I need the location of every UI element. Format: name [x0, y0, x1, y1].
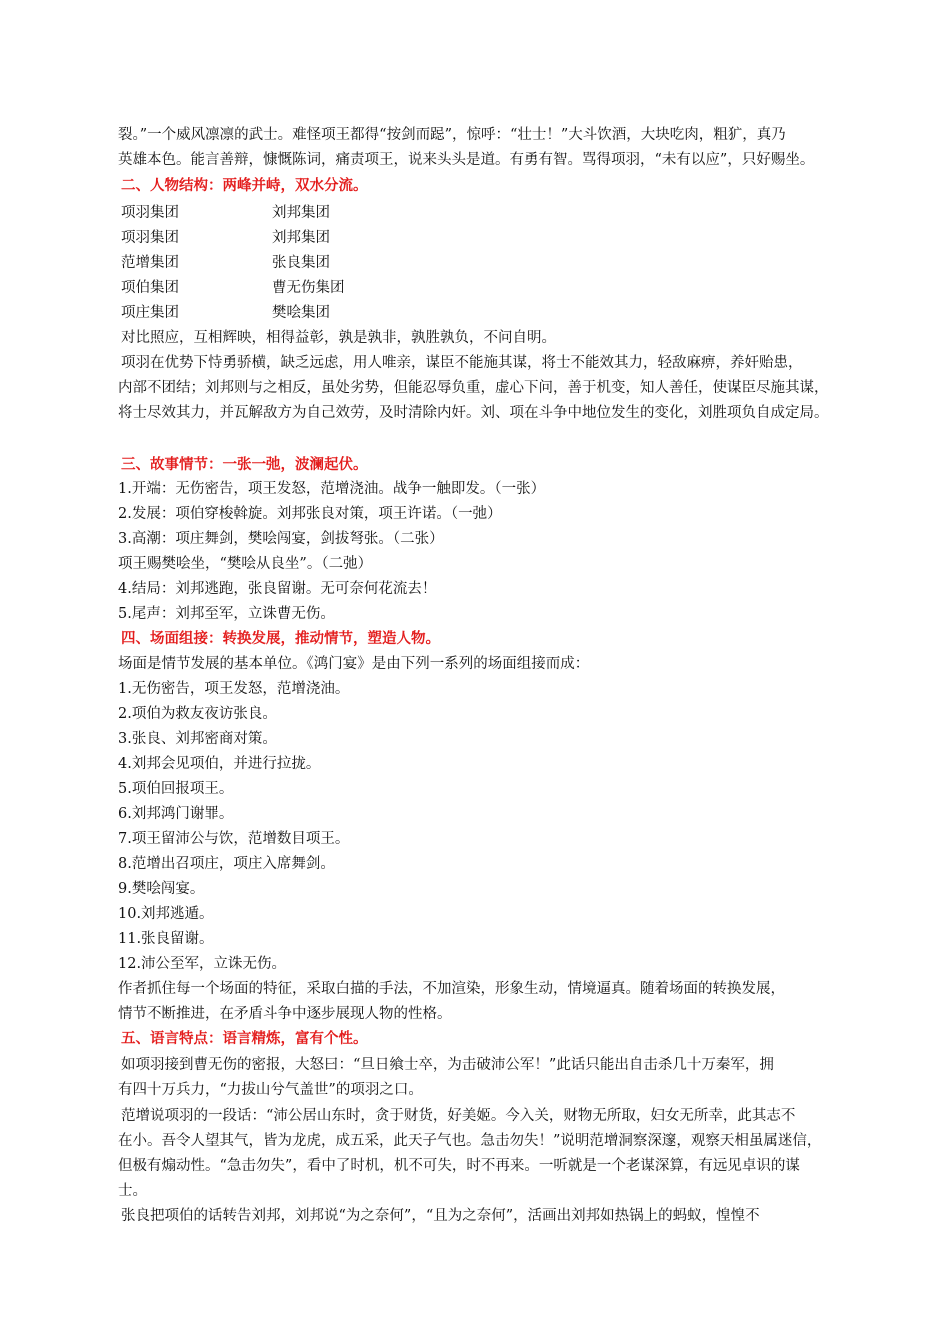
plot-item: 2.发展：项伯穿梭斡旋。刘邦张良对策，项王许诺。（一弛） [118, 506, 502, 522]
scene-item: 4.刘邦会见项伯，并进行拉拢。 [118, 756, 321, 772]
scene-item: 9.樊哙闯宴。 [118, 881, 205, 897]
paragraph-line: 情节不断推进，在矛盾斗争中逐步展现人物的性格。 [118, 1006, 452, 1022]
plot-item: 项王赐樊哙坐，“樊哙从良坐”。（二弛） [118, 556, 373, 572]
plot-item: 5.尾声：刘邦至军，立诛曹无伤。 [118, 606, 335, 622]
group-right: 刘邦集团 [272, 230, 330, 246]
group-left: 项羽集团 [121, 230, 179, 246]
section-heading-language: 五、语言特点：语言精炼，富有个性。 [121, 1030, 368, 1047]
scene-item: 11.张良留谢。 [118, 931, 214, 947]
section-heading-plot: 三、故事情节：一张一弛，波澜起伏。 [121, 456, 368, 473]
paragraph-line: 但极有煽动性。“急击勿失”，看中了时机，机不可失，时不再来。一听就是一个老谋深算，有远见卓识的谋 [118, 1158, 800, 1174]
scenes-intro: 场面是情节发展的基本单位。《鸿门宴》是由下列一系列的场面组接而成： [118, 656, 590, 672]
section-heading-scenes: 四、场面组接：转换发展，推动情节，塑造人物。 [121, 630, 440, 647]
plot-item: 3.高潮：项庄舞剑，樊哙闯宴，剑拔弩张。（二张） [118, 531, 444, 547]
scene-item: 5.项伯回报项王。 [118, 781, 234, 797]
paragraph-line: 士。 [118, 1183, 147, 1199]
paragraph-line: 作者抓住每一个场面的特征，采取白描的手法，不加渲染，形象生动，情境逼真。随着场面的转换发展， [118, 981, 785, 997]
paragraph-line: 在小。吾令人望其气，皆为龙虎，成五采，此天子气也。急击勿失！”说明范增洞察深邃，观察天相虽属迷信， [118, 1133, 822, 1149]
section-heading-characters: 二、人物结构：两峰并峙，双水分流。 [121, 177, 368, 194]
scene-item: 2.项伯为救友夜访张良。 [118, 706, 277, 722]
plot-item: 4.结局：刘邦逃跑，张良留谢。无可奈何花流去！ [118, 581, 437, 597]
intro-line: 英雄本色。能言善辩，慷慨陈词，痛责项王，说来头头是道。有勇有智。骂得项羽，“未有以应”，只好赐坐。 [118, 152, 815, 168]
paragraph-line: 张良把项伯的话转告刘邦，刘邦说“为之奈何”，“且为之奈何”，活画出刘邦如热锅上的蚂蚁，惶惶不 [121, 1208, 760, 1224]
group-right: 刘邦集团 [272, 205, 330, 221]
group-right: 张良集团 [272, 255, 330, 271]
group-left: 项庄集团 [121, 305, 179, 321]
plot-item: 1.开端：无伤密告，项王发怒，范增浇油。战争一触即发。（一张） [118, 481, 546, 497]
group-left: 项伯集团 [121, 280, 179, 296]
scene-item: 12.沛公至军，立诛无伤。 [118, 956, 287, 972]
scene-item: 6.刘邦鸿门谢罪。 [118, 806, 234, 822]
comparison-summary: 对比照应，互相辉映，相得益彰，孰是孰非，孰胜孰负，不问自明。 [121, 330, 556, 346]
group-right: 樊哙集团 [272, 305, 330, 321]
paragraph-line: 如项羽接到曹无伤的密报，大怒曰：“旦日飨士卒，为击破沛公军！”此话只能出自击杀几十万秦军，拥 [121, 1057, 774, 1073]
scene-item: 10.刘邦逃遁。 [118, 906, 214, 922]
group-left: 范增集团 [121, 255, 179, 271]
paragraph-line: 有四十万兵力，“力拔山兮气盖世”的项羽之口。 [118, 1082, 423, 1098]
scene-item: 3.张良、刘邦密商对策。 [118, 731, 277, 747]
paragraph-line: 内部不团结；刘邦则与之相反，虽处劣势，但能忍辱负重，虚心下问，善于机变，知人善任，使谋臣尽施其谋， [118, 380, 829, 396]
scene-item: 8.范增出召项庄，项庄入席舞剑。 [118, 856, 335, 872]
scene-item: 7.项王留沛公与饮，范增数目项王。 [118, 831, 350, 847]
group-right: 曹无伤集团 [272, 280, 345, 296]
paragraph-line: 将士尽效其力，并瓦解敌方为自己效劳，及时清除内奸。刘、项在斗争中地位发生的变化，刘胜项负自成定局。 [118, 405, 829, 421]
paragraph-line: 项羽在优势下恃勇骄横，缺乏远虑，用人唯亲，谋臣不能施其谋，将士不能效其力，轻敌麻痹，养奸贻患， [121, 355, 803, 371]
group-left: 项羽集团 [121, 205, 179, 221]
intro-line: 裂。”一个威风凛凛的武士。难怪项王都得“按剑而跽”，惊呼：“壮士！”大斗饮酒，大块吃肉，粗犷，真乃 [118, 127, 786, 143]
paragraph-line: 范增说项羽的一段话：“沛公居山东时，贪于财货，好美姬。今入关，财物无所取，妇女无所幸，此其志不 [121, 1108, 796, 1124]
scene-item: 1.无伤密告，项王发怒，范增浇油。 [118, 681, 350, 697]
